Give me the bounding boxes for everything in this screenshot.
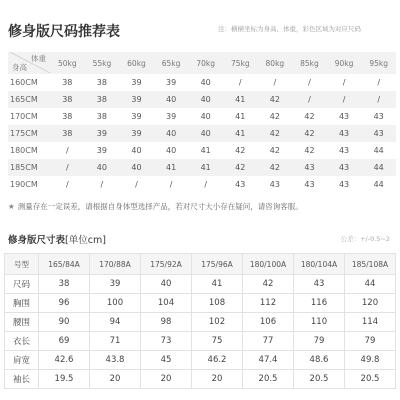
measure-cell: 46.2 [192, 351, 243, 370]
measure-cell: 96 [39, 294, 90, 313]
measure-cell: 41 [192, 275, 243, 294]
size-cell: 38 [50, 125, 85, 142]
measure-cell: 69 [39, 332, 90, 351]
star-icon: ★ [8, 202, 15, 211]
size-cell: 41 [223, 125, 258, 142]
size-cell: 44 [361, 159, 396, 176]
weight-header: 65kg [154, 52, 189, 74]
measurement-table [4, 253, 396, 389]
size-cell: 44 [373, 180, 384, 189]
height-label: 160CM [10, 78, 38, 87]
size-cell: 39 [131, 112, 142, 121]
measure-title-text: 修身版尺寸表 [8, 235, 66, 246]
measure-cell: 108 [192, 294, 243, 313]
weight-header-row [8, 52, 396, 74]
measure-cell: 48.6 [294, 351, 345, 370]
measure-cell: 120 [345, 294, 396, 313]
measure-cell: 73 [141, 332, 192, 351]
size-cell: 39 [119, 125, 154, 142]
measure-cell: 20.5 [294, 370, 345, 389]
size-cell: 41 [200, 146, 211, 155]
size-cell: 43 [269, 180, 280, 189]
measure-cell: 47.4 [243, 351, 294, 370]
weight-header: 90kg [327, 52, 362, 74]
size-cell: 43 [235, 180, 246, 189]
size-row [8, 176, 396, 193]
measure-cell: 20.5 [345, 370, 396, 389]
height-label: 165CM [8, 91, 50, 108]
size-cell: 40 [119, 159, 154, 176]
height-label: 170CM [10, 112, 38, 121]
size-cell: / [135, 180, 138, 189]
size-cell: 43 [338, 112, 350, 121]
measure-cell: 39 [90, 275, 141, 294]
size-row [8, 142, 396, 159]
size-recommendation-table [8, 52, 396, 193]
size-cell: 43 [304, 180, 315, 189]
size-cell: 40 [200, 78, 211, 87]
size-cell: / [273, 78, 277, 87]
measure-cell: 44 [345, 275, 396, 294]
measure-cell: 49.8 [345, 351, 396, 370]
size-cell: 39 [165, 78, 177, 87]
size-cell: 42 [292, 125, 327, 142]
size-row [8, 125, 396, 142]
weight-header: 60kg [119, 52, 154, 74]
row-label: 衣长 [5, 332, 39, 351]
header-cell: 170/88A [90, 254, 141, 275]
size-cell: 40 [154, 91, 189, 108]
row-label: 胸围 [5, 294, 39, 313]
row-label: 肩宽 [5, 351, 39, 370]
measure-cell: 42.6 [39, 351, 90, 370]
measure-title [8, 232, 106, 246]
size-cell: 42 [258, 125, 293, 142]
size-cell: / [292, 91, 327, 108]
measure-cell: 114 [345, 313, 396, 332]
header-cell: 165/84A [39, 254, 90, 275]
size-cell: / [342, 78, 346, 87]
size-cell: 40 [154, 125, 189, 142]
measure-cell: 42 [243, 275, 294, 294]
size-cell: 42 [258, 91, 293, 108]
weight-header: 50kg [50, 52, 85, 74]
header-label: 号型 [5, 254, 39, 275]
measure-cell: 110 [294, 313, 345, 332]
weight-header: 95kg [361, 52, 396, 74]
height-label: 175CM [8, 125, 50, 142]
measure-cell: 20 [141, 370, 192, 389]
size-cell: 41 [223, 91, 258, 108]
size-cell: 38 [62, 112, 73, 121]
measure-cell: 20 [90, 370, 141, 389]
measure-cell: 98 [141, 313, 192, 332]
size-row [8, 74, 396, 91]
height-label: 190CM [10, 180, 38, 189]
size-cell: 40 [165, 146, 177, 155]
measure-cell: 94 [90, 313, 141, 332]
height-label: 180CM [10, 146, 38, 155]
size-cell: 38 [96, 112, 107, 121]
corner-weight-label: 体重 [31, 54, 46, 63]
size-cell: / [65, 146, 69, 155]
size-cell: 40 [131, 146, 142, 155]
size-cell: 43 [338, 180, 350, 189]
measure-unit: [单位cm] [65, 235, 106, 246]
size-cell: / [308, 78, 311, 87]
header-cell: 175/92A [141, 254, 192, 275]
corner-cell [8, 52, 50, 74]
row-label: 腰围 [5, 313, 39, 332]
measure-cell: 71 [90, 332, 141, 351]
size-cell: 39 [165, 112, 177, 121]
measure-row [5, 370, 396, 389]
weight-header: 55kg [85, 52, 120, 74]
size-cell: 39 [85, 125, 120, 142]
measure-cell: 100 [90, 294, 141, 313]
size-cell: 42 [258, 159, 293, 176]
size-cell: 38 [50, 91, 85, 108]
size-cell: / [361, 91, 396, 108]
size-cell: / [100, 180, 104, 189]
measure-cell: 112 [243, 294, 294, 313]
tolerance-note: 公差：+/-0.5~2 [340, 235, 390, 243]
weight-header: 80kg [258, 52, 293, 74]
measure-cell: 106 [243, 313, 294, 332]
size-cell: 41 [154, 159, 189, 176]
size-row [8, 108, 396, 125]
size-cell: / [50, 159, 85, 176]
size-cell: 38 [85, 91, 120, 108]
size-cell: 42 [304, 146, 315, 155]
size-cell: 43 [292, 159, 327, 176]
measure-cell: 19.5 [39, 370, 90, 389]
header-cell: 175/96A [192, 254, 243, 275]
size-cell: 43 [327, 125, 362, 142]
height-label: 185CM [8, 159, 50, 176]
size-cell: 42 [223, 159, 258, 176]
size-cell: 43 [327, 159, 362, 176]
page-title: 修身版尺码推荐表 [8, 24, 120, 40]
size-cell: 41 [188, 159, 223, 176]
measure-cell: 40 [141, 275, 192, 294]
measure-cell: 116 [294, 294, 345, 313]
disclaimer [8, 201, 303, 212]
measure-row [5, 294, 396, 313]
row-label: 袖长 [5, 370, 39, 389]
measure-cell: 45 [141, 351, 192, 370]
measure-cell: 90 [39, 313, 90, 332]
size-cell: 39 [96, 146, 107, 155]
header-cell: 185/108A [345, 254, 396, 275]
size-cell: 42 [304, 112, 315, 121]
size-cell: / [169, 180, 173, 189]
size-cell: / [204, 180, 208, 189]
size-row [8, 91, 396, 108]
measure-cell: 102 [192, 313, 243, 332]
size-cell: 38 [62, 78, 73, 87]
measure-cell: 38 [39, 275, 90, 294]
size-cell: / [65, 180, 69, 189]
measure-cell: 43 [294, 275, 345, 294]
measure-cell: 79 [345, 332, 396, 351]
measure-cell: 20.5 [243, 370, 294, 389]
size-cell: 42 [269, 112, 280, 121]
weight-header: 75kg [223, 52, 258, 74]
size-cell: 41 [235, 112, 246, 121]
measure-cell: 77 [243, 332, 294, 351]
header-cell: 180/104A [294, 254, 345, 275]
size-cell: 42 [269, 146, 280, 155]
size-cell: 38 [96, 78, 107, 87]
measure-header-row [5, 254, 396, 275]
chart-note: 注：横横坐标为身高、体重，彩色区域为对应尺码 [218, 25, 361, 33]
measure-cell: 20 [192, 370, 243, 389]
weight-header: 70kg [188, 52, 223, 74]
measure-cell: 79 [294, 332, 345, 351]
size-cell: 40 [188, 91, 223, 108]
measure-row [5, 351, 396, 370]
size-cell: 42 [235, 146, 246, 155]
size-row [8, 159, 396, 176]
row-label: 尺码 [5, 275, 39, 294]
disclaimer-text: 测量存在一定误差，请根据自身体型选择产品，若对尺寸大小存在疑问，请咨询客服。 [17, 202, 303, 211]
size-cell: / [377, 78, 381, 87]
measure-cell: 43.8 [90, 351, 141, 370]
size-cell: / [238, 78, 242, 87]
size-cell: 43 [373, 112, 384, 121]
measure-row [5, 275, 396, 294]
size-cell: 40 [85, 159, 120, 176]
measure-row [5, 313, 396, 332]
measure-row [5, 332, 396, 351]
corner-height-label: 身高 [12, 63, 27, 72]
size-cell: 40 [188, 125, 223, 142]
size-cell: 44 [373, 146, 384, 155]
size-cell: 43 [361, 125, 396, 142]
size-cell: 40 [200, 112, 211, 121]
measure-cell: 104 [141, 294, 192, 313]
size-cell: 39 [131, 78, 142, 87]
measure-cell: 75 [192, 332, 243, 351]
header-cell: 180/100A [243, 254, 294, 275]
size-cell: 39 [119, 91, 154, 108]
size-cell: / [327, 91, 362, 108]
weight-header: 85kg [292, 52, 327, 74]
size-cell: 43 [338, 146, 350, 155]
